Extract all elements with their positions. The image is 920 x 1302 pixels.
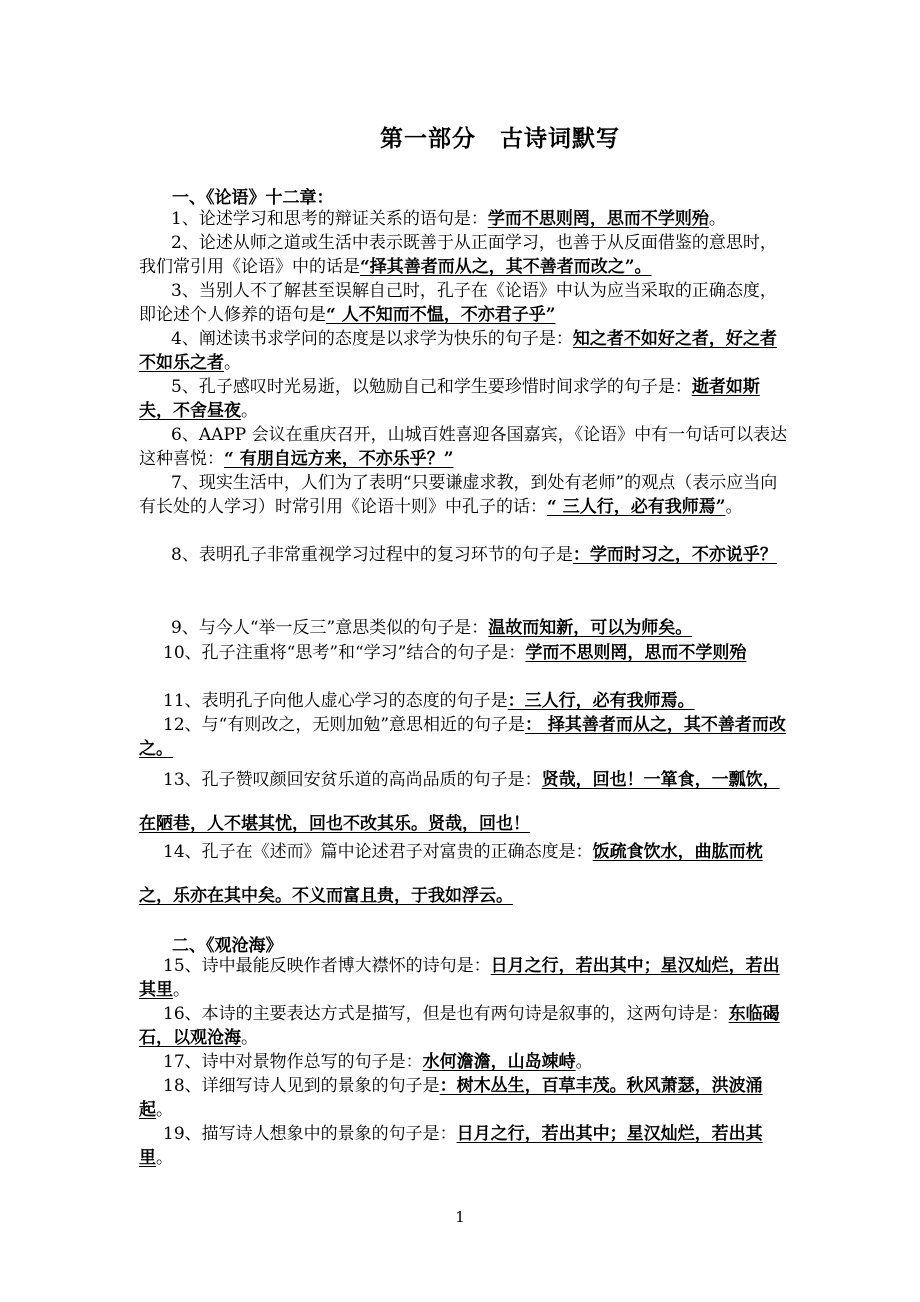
answer-text: 日月之行，若出其中；星汉灿烂，若出其里 bbox=[139, 1124, 763, 1168]
answer-text: 逝者如斯夫，不舍昼夜 bbox=[139, 377, 760, 421]
question-end: 。 bbox=[173, 979, 190, 1000]
answer-text: 东临碣石，以观沧海 bbox=[139, 1004, 780, 1048]
answer-text: “ 有朋自远方来，不亦乐乎？” bbox=[224, 448, 454, 469]
answer-text: 学而不思则罔，思而不学则殆 bbox=[525, 643, 747, 663]
question-10 bbox=[139, 642, 789, 666]
question-3 bbox=[139, 280, 789, 327]
answer-text: 水何澹澹，山岛竦峙 bbox=[422, 1052, 576, 1072]
question-2 bbox=[139, 232, 789, 279]
answer-text: ： 择其善者而从之，其不善者而改之。 bbox=[139, 715, 786, 759]
question-text: 2、论述从师之道或生活中表示既善于从正面学习，也善于从反面借鉴的意思时，我们常引用《论语》中的话是 bbox=[139, 233, 777, 277]
question-4 bbox=[139, 328, 789, 375]
question-text: 16、本诗的主要表达方式是描写，但是也有两句诗是叙事的，这两句诗是： bbox=[163, 1004, 729, 1024]
answer-text: 温故而知新，可以为师矣。 bbox=[488, 618, 693, 638]
question-end: 。 bbox=[156, 1099, 173, 1120]
question-end: 。 bbox=[224, 352, 241, 373]
question-end: 。 bbox=[575, 1052, 593, 1072]
question-5 bbox=[139, 376, 789, 423]
question-text: 8、表明孔子非常重视学习过程中的复习环节的句子是 bbox=[171, 545, 573, 565]
answer-text: 饭疏食饮水，曲肱而枕之，乐亦在其中矣。不义而富且贵，于我如浮云。 bbox=[139, 842, 763, 906]
question-end: 。 bbox=[241, 1027, 258, 1048]
page-title: 第一部分 古诗词默写 bbox=[380, 125, 620, 152]
question-11 bbox=[139, 690, 789, 714]
question-14 bbox=[139, 830, 789, 918]
question-text: 1、论述学习和思考的辩证关系的语句是： bbox=[171, 209, 488, 229]
question-1 bbox=[139, 208, 789, 232]
question-text: 10、孔子注重将“思考”和“学习”结合的句子是： bbox=[163, 643, 526, 663]
question-text: 17、诗中对景物作总写的句子是： bbox=[163, 1052, 423, 1072]
question-7 bbox=[139, 472, 789, 519]
question-text: 7、现实生活中，人们为了表明“只要谦虚求教，到处有老师”的观点（表示应当向有长处的人学习）时常引用《论语十则》中孔子的话： bbox=[139, 473, 778, 517]
question-text: 14、孔子在《述而》篇中论述君子对富贵的正确态度是： bbox=[163, 842, 593, 862]
question-end: 。 bbox=[156, 1147, 173, 1168]
section-heading-lunyu: 一、《论语》十二章： bbox=[172, 188, 334, 208]
question-end: 。 bbox=[725, 496, 743, 517]
answer-text: “ 三人行，必有我师焉” bbox=[547, 496, 726, 517]
question-text: 4、阐述读书求学问的态度是以求学为快乐的句子是： bbox=[171, 329, 573, 349]
question-text: 6、AAPP 会议在重庆召开，山城百姓喜迎各国嘉宾，《论语》中有一句话可以表达这种喜悦： bbox=[139, 425, 788, 469]
answer-text: ：三人行，必有我师焉。 bbox=[507, 691, 695, 711]
question-9 bbox=[139, 617, 789, 641]
question-end: 。 bbox=[241, 400, 258, 421]
question-12 bbox=[139, 714, 789, 761]
question-text: 15、诗中最能反映作者博大襟怀的诗句是： bbox=[163, 956, 491, 976]
answer-text: 日月之行，若出其中；星汉灿烂，若出其里 bbox=[139, 956, 780, 1000]
question-18 bbox=[139, 1075, 789, 1122]
page-number: 1 bbox=[455, 1208, 465, 1226]
question-text: 13、孔子赞叹颜回安贫乐道的高尚品质的句子是： bbox=[163, 770, 542, 790]
question-15 bbox=[139, 955, 789, 1002]
answer-text: “择其善者而从之，其不善者而改之”。 bbox=[360, 256, 652, 277]
answer-text: 贤哉，回也！一箪食，一瓢饮，在陋巷，人不堪其忧，回也不改其乐。贤哉，回也！ bbox=[139, 770, 780, 834]
question-text: 9、与今人“举一反三”意思类似的句子是： bbox=[171, 618, 489, 638]
question-text: 12、与“有则改之，无则加勉”意思相近的句子是 bbox=[163, 715, 526, 735]
answer-text: ：学而时习之，不亦说乎？ bbox=[572, 545, 777, 565]
question-text: 5、孔子感叹时光易逝，以勉励自己和学生要珍惜时间求学的句子是： bbox=[171, 377, 692, 397]
question-17 bbox=[139, 1051, 789, 1075]
answer-text: “ 人不知而不愠，不亦君子乎” bbox=[326, 304, 556, 325]
section-heading-guancanghai: 二、《观沧海》 bbox=[172, 936, 283, 956]
question-text: 19、描写诗人想象中的景象的句子是： bbox=[163, 1124, 457, 1144]
question-16 bbox=[139, 1003, 789, 1050]
answer-text: ：树木丛生，百草丰茂。秋风萧瑟，洪波涌起 bbox=[139, 1076, 763, 1120]
answer-text: 学而不思则罔，思而不学则殆 bbox=[487, 209, 709, 229]
question-text: 3、当别人不了解甚至误解自己时，孔子在《论语》中认为应当采取的正确态度，即论述个人修养的语句是 bbox=[139, 281, 777, 325]
question-text: 11、表明孔子向他人虚心学习的态度的句子是 bbox=[163, 691, 508, 711]
question-19 bbox=[139, 1123, 789, 1170]
question-text: 18、详细写诗人见到的景象的句子是 bbox=[163, 1076, 440, 1096]
question-end: 。 bbox=[708, 209, 726, 229]
question-8 bbox=[139, 544, 789, 568]
answer-text: 知之者不如好之者，好之者不如乐之者 bbox=[139, 329, 777, 373]
question-6 bbox=[139, 424, 789, 471]
